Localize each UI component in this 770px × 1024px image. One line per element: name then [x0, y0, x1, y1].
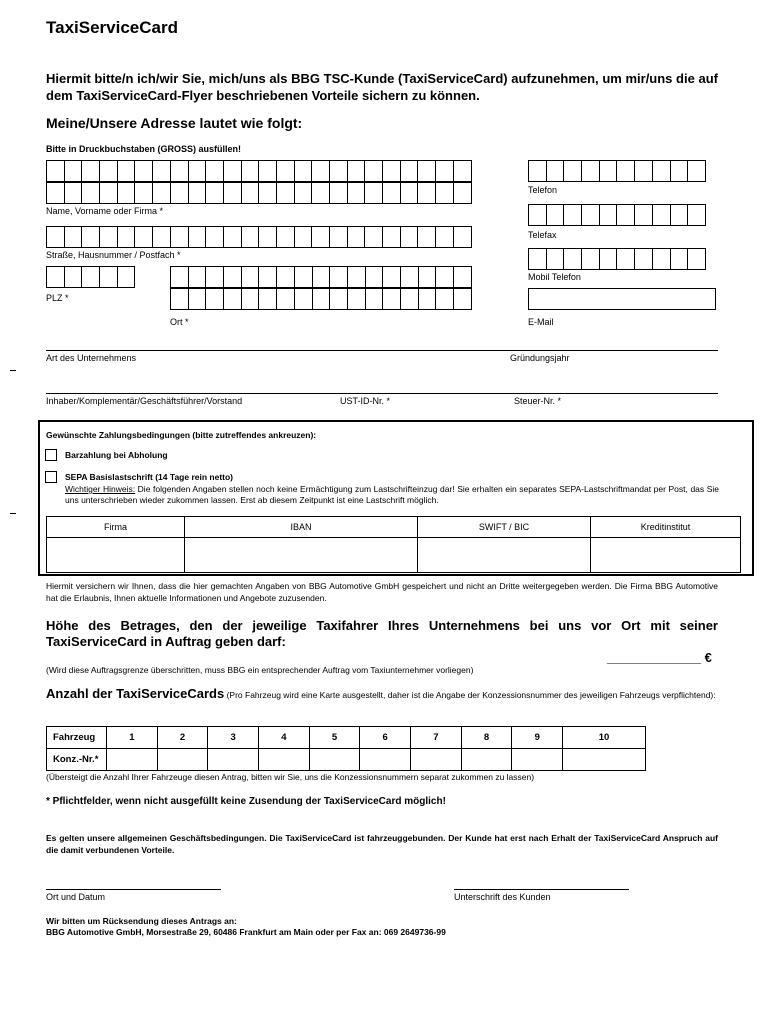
char-box[interactable] [528, 248, 547, 270]
konz-input[interactable] [512, 749, 563, 771]
konz-label: Konz.-Nr.* [47, 749, 107, 771]
col-swift: SWIFT / BIC [418, 517, 591, 538]
email-field[interactable] [528, 288, 716, 310]
name-field-row-1[interactable] [46, 160, 472, 182]
char-box[interactable] [329, 226, 348, 248]
sepa-option-label: SEPA Basislastschrift (14 Tage rein netto) [65, 472, 233, 482]
vehicle-number: 10 [563, 727, 646, 749]
char-box[interactable] [581, 160, 600, 182]
owner-label: Inhaber/Komplementär/Geschäftsführer/Vorstand [46, 396, 243, 406]
limit-note: (Wird diese Auftragsgrenze überschritten, muss BBG ein entsprechender Auftrag vom Taxiunternehmer vorliegen) [46, 665, 474, 675]
char-box[interactable] [563, 248, 582, 270]
char-box[interactable] [670, 160, 689, 182]
char-box[interactable] [64, 226, 83, 248]
char-box[interactable] [188, 182, 207, 204]
ort-label: Ort * [170, 317, 189, 327]
char-box[interactable] [546, 204, 565, 226]
note-label: Wichtiger Hinweis: [65, 484, 136, 494]
char-box[interactable] [81, 266, 100, 288]
char-box[interactable] [311, 182, 330, 204]
char-box[interactable] [528, 160, 547, 182]
char-box[interactable] [46, 182, 65, 204]
char-box[interactable] [453, 160, 472, 182]
char-box[interactable] [400, 266, 419, 288]
char-box[interactable] [634, 204, 653, 226]
char-box[interactable] [347, 288, 366, 310]
konz-input[interactable] [461, 749, 512, 771]
char-box[interactable] [652, 248, 671, 270]
char-box[interactable] [152, 160, 171, 182]
char-box[interactable] [258, 288, 277, 310]
cards-section-text [46, 685, 718, 704]
char-box[interactable] [364, 226, 383, 248]
char-box[interactable] [453, 266, 472, 288]
char-box[interactable] [134, 160, 153, 182]
char-box[interactable] [188, 288, 207, 310]
char-box[interactable] [294, 182, 313, 204]
char-box[interactable] [170, 266, 189, 288]
char-box[interactable] [400, 182, 419, 204]
char-box[interactable] [276, 266, 295, 288]
consent-text: Hiermit versichern wir Ihnen, dass die hier gemachten Angaben von BBG Automotive GmbH gespeichert und nicht an Dritte weitergegeben werden. Die Firma BBG Automotive hat die Erlaubnis, Ihnen aktuelle Informationen und Angebote zuzusenden. [46, 581, 718, 603]
char-box[interactable] [435, 226, 454, 248]
char-box[interactable] [347, 226, 366, 248]
char-box[interactable] [616, 160, 635, 182]
vehicle-number: 4 [259, 727, 310, 749]
char-box[interactable] [435, 266, 454, 288]
char-box[interactable] [329, 182, 348, 204]
cash-checkbox[interactable] [45, 449, 57, 461]
char-box[interactable] [347, 160, 366, 182]
telefon-field[interactable] [528, 160, 706, 182]
char-box[interactable] [241, 226, 260, 248]
char-box[interactable] [581, 248, 600, 270]
mobil-label: Mobil Telefon [528, 272, 581, 282]
char-box[interactable] [687, 160, 706, 182]
street-label: Straße, Hausnummer / Postfach * [46, 250, 181, 260]
vehicle-number: 1 [107, 727, 158, 749]
char-box[interactable] [223, 288, 242, 310]
konz-input[interactable] [107, 749, 158, 771]
char-box[interactable] [64, 266, 83, 288]
vehicle-number: 7 [411, 727, 462, 749]
char-box[interactable] [241, 266, 260, 288]
fold-mark [10, 370, 16, 371]
konz-input[interactable] [411, 749, 462, 771]
vehicle-number: 9 [512, 727, 563, 749]
limit-heading: Höhe des Betrages, den der jeweilige Taxifahrer Ihres Unternehmens bei uns vor Ort mit seiner TaxiServiceCard in Auftrag geben darf: [46, 618, 718, 649]
signature-line[interactable] [454, 889, 629, 890]
telefon-label: Telefon [528, 185, 558, 195]
char-box[interactable] [329, 160, 348, 182]
char-box[interactable] [347, 182, 366, 204]
terms-text: Es gelten unsere allgemeinen Geschäftsbedingungen. Die TaxiServiceCard ist fahrzeuggebunden. Der Kunde hat erst nach Erhalt der TaxiServiceCard Anspruch auf die damit verbundenen Vorteile. [46, 833, 718, 855]
char-box[interactable] [418, 266, 437, 288]
col-iban: IBAN [185, 517, 418, 538]
char-box[interactable] [453, 182, 472, 204]
char-box[interactable] [563, 160, 582, 182]
char-box[interactable] [652, 204, 671, 226]
char-box[interactable] [99, 266, 118, 288]
fahrzeug-label: Fahrzeug [47, 727, 107, 749]
char-box[interactable] [417, 182, 436, 204]
char-box[interactable] [365, 288, 384, 310]
telefax-field[interactable] [528, 204, 706, 226]
konz-input[interactable] [563, 749, 646, 771]
col-firma: Firma [47, 517, 185, 538]
email-label: E-Mail [528, 317, 554, 327]
char-box[interactable] [382, 226, 401, 248]
char-box[interactable] [170, 160, 189, 182]
name-label: Name, Vorname oder Firma * [46, 206, 164, 216]
char-box[interactable] [258, 226, 277, 248]
cards-text: (Pro Fahrzeug wird eine Karte ausgestellt, daher ist die Angabe der Konzessionsnummer des jeweiligen Fahrzeugs verpflichtend): [224, 690, 716, 700]
vehicle-number: 5 [309, 727, 360, 749]
mobil-field[interactable] [528, 248, 706, 270]
char-box[interactable] [347, 266, 366, 288]
char-box[interactable] [276, 160, 295, 182]
vehicle-number: 3 [208, 727, 259, 749]
char-box[interactable] [453, 288, 472, 310]
ust-label: UST-ID-Nr. * [340, 396, 391, 406]
plz-field[interactable] [46, 266, 135, 288]
char-box[interactable] [276, 226, 295, 248]
char-box[interactable] [223, 226, 242, 248]
page-title: TaxiServiceCard [46, 18, 178, 37]
place-date-line[interactable] [46, 889, 221, 890]
char-box[interactable] [616, 248, 635, 270]
business-type-label: Art des Unternehmens [46, 353, 137, 363]
firma-input[interactable] [47, 538, 185, 573]
char-box[interactable] [453, 226, 472, 248]
char-box[interactable] [294, 226, 313, 248]
vehicle-number: 6 [360, 727, 411, 749]
char-box[interactable] [223, 160, 242, 182]
char-box[interactable] [170, 182, 189, 204]
char-box[interactable] [258, 182, 277, 204]
char-box[interactable] [117, 226, 136, 248]
char-box[interactable] [312, 266, 331, 288]
konz-input[interactable] [360, 749, 411, 771]
char-box[interactable] [205, 226, 224, 248]
owner-line[interactable] [46, 393, 718, 394]
char-box[interactable] [599, 160, 618, 182]
char-box[interactable] [418, 288, 437, 310]
konz-input[interactable] [259, 749, 310, 771]
name-field-row-2[interactable] [46, 182, 472, 204]
char-box[interactable] [134, 182, 153, 204]
char-box[interactable] [546, 160, 565, 182]
char-box[interactable] [117, 182, 136, 204]
char-box[interactable] [563, 204, 582, 226]
founding-year-label: Gründungsjahr [510, 353, 570, 363]
char-box[interactable] [241, 288, 260, 310]
char-box[interactable] [205, 160, 224, 182]
char-box[interactable] [117, 160, 136, 182]
address-heading: Meine/Unsere Adresse lautet wie folgt: [46, 115, 303, 131]
char-box[interactable] [223, 266, 242, 288]
char-box[interactable] [382, 266, 401, 288]
char-box[interactable] [670, 248, 689, 270]
konz-input[interactable] [309, 749, 360, 771]
char-box[interactable] [258, 160, 277, 182]
char-box[interactable] [528, 204, 547, 226]
iban-input[interactable] [185, 538, 418, 573]
col-kreditinstitut: Kreditinstitut [591, 517, 741, 538]
char-box[interactable] [687, 248, 706, 270]
char-box[interactable] [634, 248, 653, 270]
char-box[interactable] [99, 160, 118, 182]
char-box[interactable] [188, 226, 207, 248]
char-box[interactable] [294, 288, 313, 310]
char-box[interactable] [400, 226, 419, 248]
vehicle-table [46, 726, 646, 771]
char-box[interactable] [546, 248, 565, 270]
char-box[interactable] [241, 182, 260, 204]
char-box[interactable] [365, 266, 384, 288]
char-box[interactable] [276, 182, 295, 204]
cards-heading: Anzahl der TaxiServiceCards [46, 686, 225, 701]
char-box[interactable] [400, 160, 419, 182]
char-box[interactable] [364, 160, 383, 182]
char-box[interactable] [670, 204, 689, 226]
kreditinstitut-input[interactable] [591, 538, 741, 573]
char-box[interactable] [294, 266, 313, 288]
char-box[interactable] [81, 182, 100, 204]
char-box[interactable] [311, 226, 330, 248]
sepa-checkbox[interactable] [45, 471, 57, 483]
char-box[interactable] [170, 288, 189, 310]
char-box[interactable] [117, 266, 136, 288]
char-box[interactable] [152, 182, 171, 204]
char-box[interactable] [581, 204, 600, 226]
char-box[interactable] [687, 204, 706, 226]
char-box[interactable] [634, 160, 653, 182]
business-type-line[interactable] [46, 350, 718, 351]
steuer-label: Steuer-Nr. * [514, 396, 562, 406]
char-box[interactable] [205, 288, 224, 310]
char-box[interactable] [241, 160, 260, 182]
char-box[interactable] [134, 226, 153, 248]
char-box[interactable] [616, 204, 635, 226]
swift-input[interactable] [418, 538, 591, 573]
char-box[interactable] [46, 160, 65, 182]
char-box[interactable] [652, 160, 671, 182]
intro-text: Hiermit bitte/n ich/wir Sie, mich/uns als BBG TSC-Kunde (TaxiServiceCard) aufzunehmen, um mir/uns die auf dem TaxiServiceCard-Flyer beschriebenen Vorteile sichern zu können. [46, 71, 718, 103]
char-box[interactable] [435, 288, 454, 310]
char-box[interactable] [294, 160, 313, 182]
telefax-label: Telefax [528, 230, 557, 240]
cards-note: (Übersteigt die Anzahl Ihrer Fahrzeuge diesen Antrag, bitten wir Sie, uns die Konzessionsnummern separat zukommen zu lassen) [46, 772, 535, 782]
char-box[interactable] [312, 288, 331, 310]
limit-amount-field[interactable]: _____________ € [607, 650, 712, 665]
konz-input[interactable] [157, 749, 208, 771]
bank-details-table [46, 516, 741, 573]
char-box[interactable] [329, 266, 348, 288]
char-box[interactable] [81, 160, 100, 182]
address-instruction: Bitte in Druckbuchstaben (GROSS) ausfüllen! [46, 144, 242, 154]
char-box[interactable] [223, 182, 242, 204]
payment-heading: Gewünschte Zahlungsbedingungen (bitte zutreffendes ankreuzen): [46, 430, 317, 440]
char-box[interactable] [152, 226, 171, 248]
char-box[interactable] [435, 182, 454, 204]
note-text: Die folgenden Angaben stellen noch keine Ermächtigung zum Lastschrifteinzug dar! Sie erhalten ein separates SEPA-Lastschriftmandat per Post, das Sie uns unterschrieben wieder zukommen lassen. Erst ab diesem Zeitpunkt ist eine Lastschrift möglich. [65, 484, 719, 505]
char-box[interactable] [46, 266, 65, 288]
char-box[interactable] [311, 160, 330, 182]
char-box[interactable] [435, 160, 454, 182]
char-box[interactable] [188, 160, 207, 182]
sepa-note [65, 484, 719, 506]
char-box[interactable] [188, 266, 207, 288]
konz-input[interactable] [208, 749, 259, 771]
char-box[interactable] [382, 182, 401, 204]
char-box[interactable] [276, 288, 295, 310]
vehicle-number: 2 [157, 727, 208, 749]
char-box[interactable] [99, 226, 118, 248]
ort-field-row-2[interactable] [170, 288, 472, 310]
char-box[interactable] [329, 288, 348, 310]
char-box[interactable] [364, 182, 383, 204]
char-box[interactable] [417, 160, 436, 182]
return-line-2: BBG Automotive GmbH, Morsestraße 29, 60486 Frankfurt am Main oder per Fax an: 069 2649736-99 [46, 927, 446, 937]
required-note: * Pflichtfelder, wenn nicht ausgefüllt keine Zusendung der TaxiServiceCard möglich! [46, 796, 446, 807]
place-date-label: Ort und Datum [46, 892, 106, 902]
char-box[interactable] [81, 226, 100, 248]
return-line-1: Wir bitten um Rücksendung dieses Antrags an: [46, 916, 237, 926]
char-box[interactable] [170, 226, 189, 248]
cash-option-label: Barzahlung bei Abholung [65, 450, 168, 460]
char-box[interactable] [382, 288, 401, 310]
plz-label: PLZ * [46, 293, 69, 303]
signature-label: Unterschrift des Kunden [454, 892, 551, 902]
char-box[interactable] [205, 182, 224, 204]
char-box[interactable] [205, 266, 224, 288]
char-box[interactable] [46, 226, 65, 248]
char-box[interactable] [599, 248, 618, 270]
street-field[interactable] [46, 226, 472, 248]
char-box[interactable] [258, 266, 277, 288]
char-box[interactable] [417, 226, 436, 248]
char-box[interactable] [99, 182, 118, 204]
char-box[interactable] [64, 160, 83, 182]
vehicle-number: 8 [461, 727, 512, 749]
char-box[interactable] [64, 182, 83, 204]
fold-mark [10, 513, 16, 514]
ort-field-row-1[interactable] [170, 266, 472, 288]
char-box[interactable] [400, 288, 419, 310]
char-box[interactable] [382, 160, 401, 182]
char-box[interactable] [599, 204, 618, 226]
